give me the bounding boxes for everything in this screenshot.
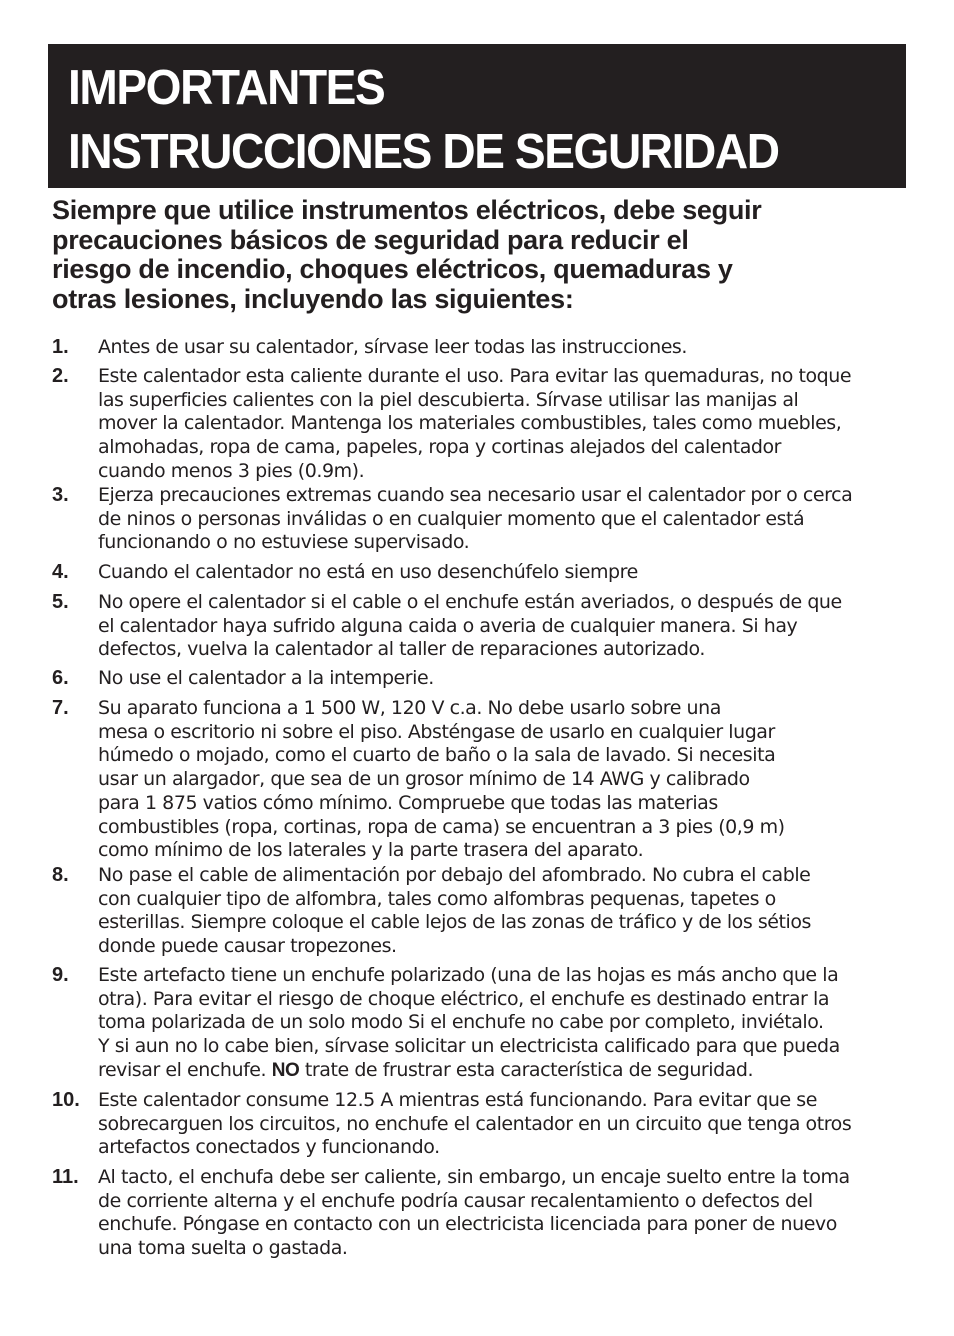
item-text bbox=[98, 697, 908, 863]
item-number: 2. bbox=[52, 365, 69, 387]
item-line: el calentador haya sufrido alguna caida o averia de cualquier manera. Si hay bbox=[98, 614, 798, 637]
emphasis-no: NO bbox=[271, 1059, 300, 1081]
item-line: No pase el cable de alimentación por debajo del afombrado. No cubra el cable bbox=[98, 864, 811, 886]
item-line: para 1 875 vatios cómo mínimo. Compruebe que todas las materias bbox=[98, 791, 718, 814]
item-number: 11. bbox=[52, 1166, 79, 1188]
item-line: Al tacto, el enchufa debe ser caliente, sin embargo, un encaje suelto entre la toma bbox=[98, 1166, 850, 1188]
item-number: 7. bbox=[52, 697, 69, 719]
item-text bbox=[98, 1166, 908, 1261]
intro-line: otras lesiones, incluyendo las siguientes: bbox=[52, 283, 574, 314]
item-line: Este artefacto tiene un enchufe polarizado (una de las hojas es más ancho que la bbox=[98, 964, 839, 986]
item-line: mesa o escritorio ni sobre el piso. Absténgase de usarlo en cualquier lugar bbox=[98, 720, 775, 743]
item-line: funcionando o no estuviese supervisado. bbox=[98, 531, 470, 554]
item-line: Y si aun no lo cabe bien, sírvase solicitar un electricista calificado para que pueda bbox=[98, 1035, 840, 1058]
item-number: 5. bbox=[52, 591, 69, 613]
intro-line: Siempre que utilice instrumentos eléctricos, debe seguir bbox=[52, 195, 762, 225]
intro-paragraph bbox=[52, 196, 912, 314]
title-line-2: INSTRUCCIONES DE SEGURIDAD bbox=[68, 125, 779, 179]
intro-line: precauciones básicos de seguridad para reducir el bbox=[52, 224, 689, 255]
item-text bbox=[98, 336, 908, 360]
item-line: esterillas. Siempre coloque el cable lejos de las zonas de tráfico y de los sétios bbox=[98, 911, 811, 934]
item-line: enchufe. Póngase en contacto con un electricista licenciada para poner de nuevo bbox=[98, 1213, 837, 1236]
item-text bbox=[98, 561, 908, 585]
item-line-part: trate de frustrar esta característica de seguridad. bbox=[299, 1058, 754, 1081]
item-line: Antes de usar su calentador, sírvase leer todas las instrucciones. bbox=[98, 336, 687, 358]
item-number: 9. bbox=[52, 964, 69, 986]
intro-line: riesgo de incendio, choques eléctricos, quemaduras y bbox=[52, 254, 733, 284]
item-text bbox=[98, 484, 908, 555]
item-line: como mínimo de los laterales y la parte trasera del aparato. bbox=[98, 839, 644, 862]
item-line: toma polarizada de un solo modo Si el enchufe no cabe por completo, inviétalo. bbox=[98, 1011, 824, 1034]
item-line: almohadas, ropa de cama, papeles, ropa y cortinas alejados del calentador bbox=[98, 436, 782, 459]
item-line: con cualquier tipo de alfombra, tales como alfombras pequenas, tapetes o bbox=[98, 887, 776, 910]
item-line: defectos, vuelva la calentador al taller de reparaciones autorizado. bbox=[98, 638, 705, 661]
item-line: artefactos conectados y funcionando. bbox=[98, 1136, 440, 1159]
item-line: las superficies calientes con la piel descubierta. Sírvase utilisar las manijas al bbox=[98, 388, 799, 411]
item-line: Este calentador consume 12.5 A mientras está funcionando. Para evitar que se bbox=[98, 1089, 817, 1111]
item-text bbox=[98, 667, 908, 691]
item-line: otra). Para evitar el riesgo de choque eléctrico, el enchufe es destinado entrar la bbox=[98, 987, 830, 1010]
item-text bbox=[98, 1089, 908, 1160]
item-text bbox=[98, 591, 908, 662]
item-line: Ejerza precauciones extremas cuando sea necesario usar el calentador por o cerca bbox=[98, 484, 853, 506]
item-line: donde puede causar tropezones. bbox=[98, 935, 397, 958]
item-line: húmedo o mojado, como el cuarto de baño o la sala de lavado. Si necesita bbox=[98, 744, 776, 767]
item-text bbox=[98, 864, 908, 959]
item-line: Su aparato funciona a 1 500 W, 120 V c.a. No debe usarlo sobre una bbox=[98, 697, 721, 719]
item-line: sobrecarguen los circuitos, no enchufe el calentador en un circuito que tenga otros bbox=[98, 1112, 852, 1135]
title-line-1: IMPORTANTES bbox=[68, 61, 385, 115]
item-line: usar un alargador, que sea de un grosor mínimo de 14 AWG y calibrado bbox=[98, 768, 750, 791]
item-line: Este calentador esta caliente durante el uso. Para evitar las quemaduras, no toque bbox=[98, 365, 852, 387]
item-number: 6. bbox=[52, 667, 69, 689]
item-line: una toma suelta o gastada. bbox=[98, 1237, 348, 1260]
item-number: 1. bbox=[52, 336, 69, 358]
title-banner bbox=[48, 44, 906, 188]
item-line: No use el calentador a la intemperie. bbox=[98, 667, 434, 689]
item-line: mover la calentador. Mantenga los materiales combustibles, tales como muebles, bbox=[98, 412, 842, 435]
item-line: de corriente alterna y el enchufe podría causar recalentamiento o defectos del bbox=[98, 1189, 813, 1212]
item-line: No opere el calentador si el cable o el enchufe están averiados, o después de que bbox=[98, 591, 842, 613]
item-line: Cuando el calentador no está en uso desenchúfelo siempre bbox=[98, 561, 638, 583]
item-line: cuando menos 3 pies (0.9m). bbox=[98, 459, 365, 482]
item-number: 8. bbox=[52, 864, 69, 886]
item-number: 3. bbox=[52, 484, 69, 506]
item-line: combustibles (ropa, cortinas, ropa de cama) se encuentran a 3 pies (0,9 m) bbox=[98, 815, 785, 838]
item-line bbox=[98, 1059, 908, 1083]
item-line-part: revisar el enchufe. bbox=[98, 1058, 272, 1081]
item-number: 4. bbox=[52, 561, 69, 583]
item-text bbox=[98, 365, 908, 484]
item-number: 10. bbox=[52, 1089, 80, 1111]
item-text bbox=[98, 964, 908, 1083]
item-line: de ninos o personas inválidas o en cualquier momento que el calentador está bbox=[98, 507, 805, 530]
